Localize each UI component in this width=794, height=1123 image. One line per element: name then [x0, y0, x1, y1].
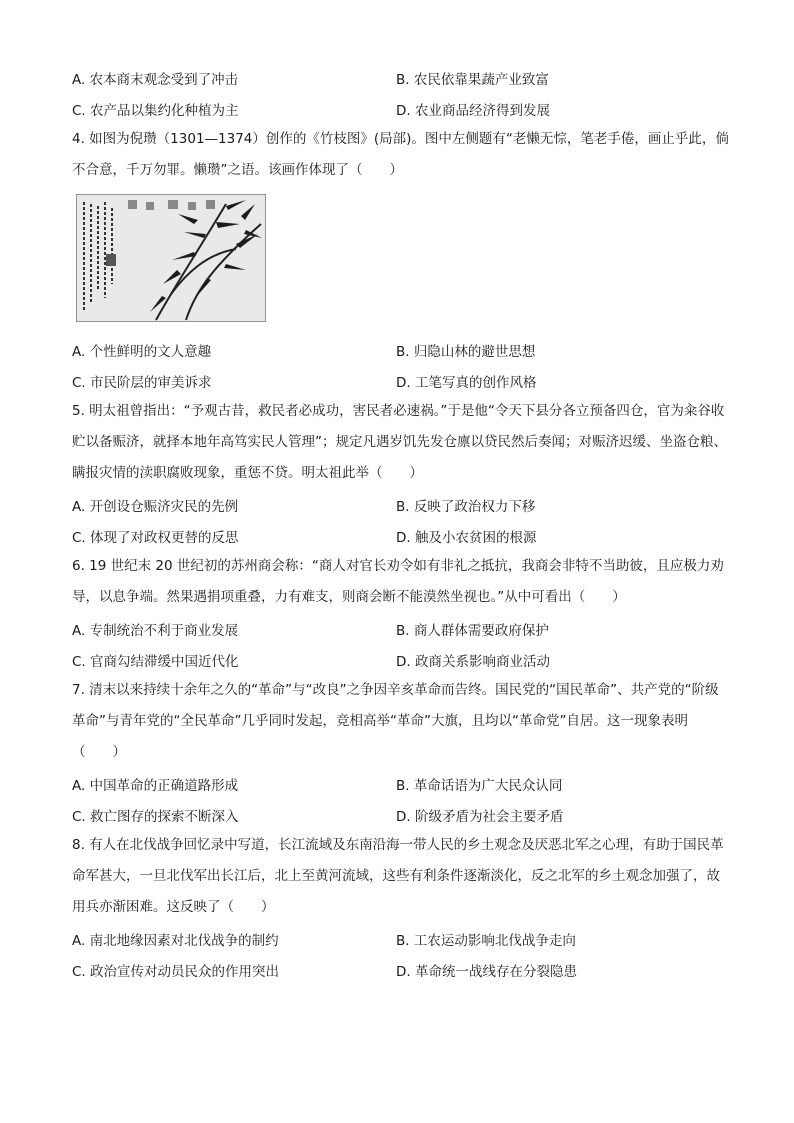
q8-option-a[interactable]: A. 南北地缘因素对北伐战争的制约 — [72, 932, 279, 949]
q7-option-a[interactable]: A. 中国革命的正确道路形成 — [72, 777, 239, 794]
q3-option-a[interactable]: A. 农本商末观念受到了冲击 — [72, 71, 239, 88]
q4-options-row-1 — [72, 334, 732, 365]
q3-options-row-1 — [72, 62, 732, 93]
q5-option-c[interactable]: C. 体现了对政权更替的反思 — [72, 529, 239, 546]
q5-option-b[interactable]: B. 反映了政治权力下移 — [396, 498, 536, 515]
q8-options-row-2 — [72, 954, 732, 985]
q6-options-row-2 — [72, 644, 732, 675]
q6-option-c[interactable]: C. 官商勾结滞缓中国近代化 — [72, 653, 239, 670]
q4-options-row-2 — [72, 365, 732, 396]
exam-page — [72, 62, 732, 985]
q7-option-b[interactable]: B. 革命话语为广大民众认同 — [396, 777, 563, 794]
bamboo-painting-image — [76, 194, 266, 322]
q3-option-b[interactable]: B. 农民依靠果蔬产业致富 — [396, 71, 549, 88]
q8-stem: 8. 有人在北伐战争回忆录中写道，长江流域及东南沿海一带人民的乡土观念及厌恶北军之心理，有助于国民革命军甚大，一旦北伐军出长江后，北上至黄河流域，这些有利条件逐渐淡化，反之北军的乡土观念加强了，故用兵亦渐困难。这反映了（ ） — [72, 837, 724, 915]
q7-option-c[interactable]: C. 救亡图存的探索不断深入 — [72, 808, 239, 825]
q4-option-d[interactable]: D. 工笔写真的创作风格 — [396, 374, 537, 391]
q5-options-row-2 — [72, 520, 732, 551]
q8-option-c[interactable]: C. 政治宣传对动员民众的作用突出 — [72, 963, 280, 980]
q8-option-b[interactable]: B. 工农运动影响北伐战争走向 — [396, 932, 576, 949]
q4-option-c[interactable]: C. 市民阶层的审美诉求 — [72, 374, 212, 391]
bamboo-painting-figure — [76, 194, 266, 322]
q5-option-a[interactable]: A. 开创设仓赈济灾民的先例 — [72, 498, 239, 515]
q4-stem: 4. 如图为倪瓒（1301—1374）创作的《竹枝图》(局部)。图中左侧题有“老懒无悰，笔老手倦，画止乎此，倘不合意，千万勿罪。懒瓒”之语。该画作体现了（ ） — [72, 131, 729, 178]
q7-options-row-1 — [72, 768, 732, 799]
q7-options-row-2 — [72, 799, 732, 830]
q3-option-d[interactable]: D. 农业商品经济得到发展 — [396, 102, 550, 119]
q6-option-a[interactable]: A. 专制统治不利于商业发展 — [72, 622, 239, 639]
q4-option-a[interactable]: A. 个性鲜明的文人意趣 — [72, 343, 212, 360]
q6-option-b[interactable]: B. 商人群体需要政府保护 — [396, 622, 549, 639]
q5-stem: 5. 明太祖曾指出：“予观古昔，救民者必成功，害民者必速祸。”于是他“令天下县分各立预备四仓，官为籴谷收贮以备赈济，就择本地年高笃实民人管理”；规定凡遇岁饥先发仓廪以贷民然后奏闻；对赈济迟缓、坐盗仓粮、瞒报灾情的渎职腐败现象，重惩不贷。明太祖此举（ ） — [72, 403, 727, 481]
q8-option-d[interactable]: D. 革命统一战线存在分裂隐患 — [396, 963, 577, 980]
q8-options-row-1 — [72, 923, 732, 954]
q3-option-c[interactable]: C. 农产品以集约化种植为主 — [72, 102, 239, 119]
q3-options-row-2 — [72, 93, 732, 124]
q7-stem: 7. 清末以来持续十余年之久的“革命”与“改良”之争因辛亥革命而告终。国民党的“国民革命”、共产党的“阶级革命”与青年党的“全民革命”几乎同时发起，竞相高举“革命”大旗，且均以“革命党”自居。这一现象表明（ ） — [72, 682, 719, 760]
q7-option-d[interactable]: D. 阶级矛盾为社会主要矛盾 — [396, 808, 564, 825]
q6-options-row-1 — [72, 613, 732, 644]
q6-stem: 6. 19 世纪末 20 世纪初的苏州商会称：“商人对官长劝令如有非礼之抵抗，我商会非特不当助彼，且应极力劝导，以息争端。然果遇捐项重叠，力有难支，则商会断不能漠然坐视也。”从中可看出（ ） — [72, 558, 724, 605]
q5-option-d[interactable]: D. 触及小农贫困的根源 — [396, 529, 537, 546]
q5-options-row-1 — [72, 489, 732, 520]
q6-option-d[interactable]: D. 政商关系影响商业活动 — [396, 653, 550, 670]
q4-option-b[interactable]: B. 归隐山林的避世思想 — [396, 343, 536, 360]
